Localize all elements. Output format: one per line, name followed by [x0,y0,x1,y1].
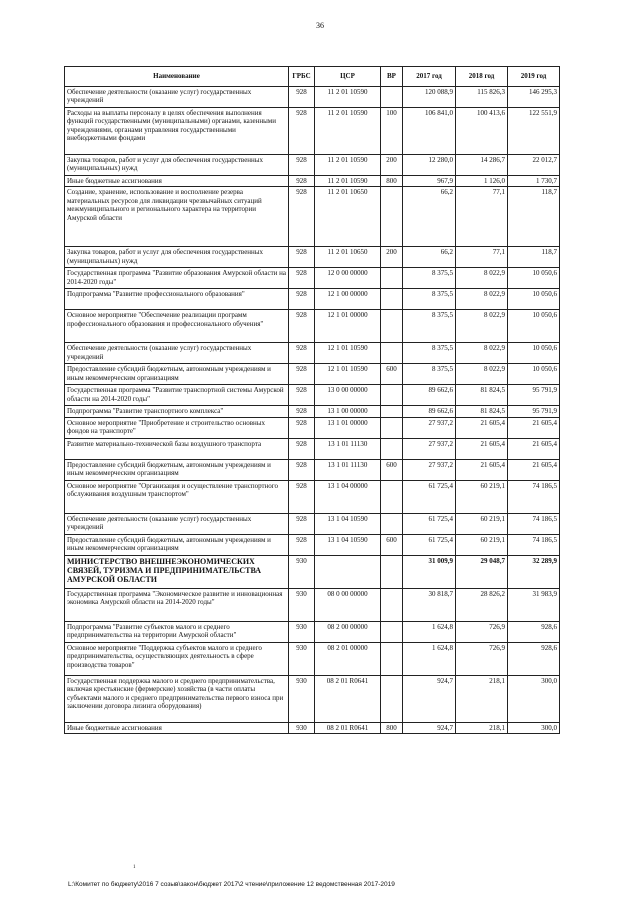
row-vr-cell [381,343,403,364]
row-2018-amount: 8 022,9 [456,343,508,364]
page-number: 36 [316,21,324,30]
table-row [65,289,560,310]
row-2018-amount: 100 413,6 [456,108,508,155]
table-header-row [65,67,560,87]
row-name-cell: МИНИСТЕРСТВО ВНЕШНЕЭКОНОМИЧЕСКИХ СВЯЗЕЙ, ТУРИЗМА И ПРЕДПРИНИМАТЕЛЬСТВА АМУРСКОЙ ОБЛАСТИ [65,555,289,588]
row-2018-amount: 21 605,4 [456,438,508,459]
table-row [65,438,560,459]
row-name-cell: Обеспечение деятельности (оказание услуг) государственных учреждений [65,343,289,364]
row-grbs-cell: 928 [289,513,315,534]
row-2019-amount: 10 050,6 [508,310,560,343]
table-row [65,87,560,108]
row-2017-amount: 89 662,6 [403,406,456,417]
row-vr-cell [381,588,403,621]
row-2017-amount: 30 818,7 [403,588,456,621]
row-csr-cell: 13 1 04 10590 [315,534,381,555]
row-name-cell: Государственная программа "Экономическое развитие и инновационная экономика Амурской области на 2014-2020 годы" [65,588,289,621]
row-2018-amount: 81 824,5 [456,406,508,417]
row-2017-amount: 66,2 [403,187,456,247]
row-2019-amount: 74 186,5 [508,513,560,534]
row-vr-cell: 600 [381,364,403,385]
row-grbs-cell: 928 [289,406,315,417]
row-2019-amount: 10 050,6 [508,268,560,289]
table-row [65,155,560,176]
row-vr-cell: 100 [381,108,403,155]
row-2018-amount: 8 022,9 [456,268,508,289]
row-grbs-cell: 928 [289,247,315,268]
row-csr-cell: 13 1 04 10590 [315,513,381,534]
table-row [65,343,560,364]
row-name-cell: Создание, хранение, использование и восполнение резерва материальных ресурсов для ликвидации чрезвычайных ситуаций межмуниципального и регионального характера на территории Амурской области [65,187,289,247]
row-grbs-cell: 928 [289,385,315,406]
row-2017-amount: 31 009,9 [403,555,456,588]
table-row [65,459,560,480]
row-2019-amount: 300,0 [508,675,560,722]
row-name-cell: Предоставление субсидий бюджетным, автономным учреждениям и иным некоммерческим организациям [65,364,289,385]
row-grbs-cell: 930 [289,722,315,733]
row-csr-cell: 08 2 00 00000 [315,621,381,642]
header-name: Наименование [65,67,289,87]
row-2019-amount: 10 050,6 [508,289,560,310]
table-row [65,513,560,534]
row-vr-cell [381,268,403,289]
row-2018-amount: 21 605,4 [456,459,508,480]
table-row [65,108,560,155]
row-csr-cell: 12 1 01 00000 [315,310,381,343]
row-grbs-cell: 928 [289,155,315,176]
table-row [65,417,560,438]
row-2018-amount: 218,1 [456,722,508,733]
row-name-cell: Обеспечение деятельности (оказание услуг) государственных учреждений [65,87,289,108]
row-csr-cell: 12 1 01 10590 [315,364,381,385]
budget-table-body [65,87,560,734]
row-2017-amount: 967,9 [403,176,456,187]
row-2018-amount: 8 022,9 [456,310,508,343]
row-grbs-cell: 928 [289,534,315,555]
row-vr-cell [381,417,403,438]
table-row [65,187,560,247]
row-2018-amount: 29 048,7 [456,555,508,588]
row-2018-amount: 8 022,9 [456,289,508,310]
row-name-cell: Государственная программа "Развитие транспортной системы Амурской области на 2014-2020 годы" [65,385,289,406]
row-csr-cell: 08 0 00 00000 [315,588,381,621]
row-2018-amount: 28 826,2 [456,588,508,621]
row-grbs-cell: 928 [289,108,315,155]
header-vr: ВР [381,67,403,87]
row-name-cell: Подпрограмма "Развитие субъектов малого и среднего предпринимательства на территории Амурской области" [65,621,289,642]
row-grbs-cell: 930 [289,588,315,621]
row-grbs-cell: 930 [289,621,315,642]
row-2018-amount: 21 605,4 [456,417,508,438]
row-grbs-cell: 928 [289,310,315,343]
row-name-cell: Предоставление субсидий бюджетным, автономным учреждениям и иным некоммерческим организациям [65,534,289,555]
table-row [65,621,560,642]
row-csr-cell: 13 1 01 11130 [315,438,381,459]
row-2019-amount: 31 983,9 [508,588,560,621]
header-2017: 2017 год [403,67,456,87]
row-2018-amount: 726,9 [456,642,508,675]
row-2017-amount: 924,7 [403,722,456,733]
row-2017-amount: 120 088,9 [403,87,456,108]
row-2018-amount: 726,9 [456,621,508,642]
row-2019-amount: 22 012,7 [508,155,560,176]
row-2017-amount: 8 375,5 [403,364,456,385]
row-name-cell: Расходы на выплаты персоналу в целях обеспечения выполнения функций государственными (муниципальными) органами, казенными учреждениями, органами управления государственными внебюджетными фондами [65,108,289,155]
row-csr-cell: 11 2 01 10590 [315,87,381,108]
row-2019-amount: 928,6 [508,621,560,642]
row-csr-cell: 13 1 04 00000 [315,480,381,513]
row-2019-amount: 118,7 [508,247,560,268]
row-csr-cell: 13 0 00 00000 [315,385,381,406]
row-grbs-cell: 928 [289,187,315,247]
row-vr-cell [381,675,403,722]
table-row [65,247,560,268]
row-name-cell: Иные бюджетные ассигнования [65,722,289,733]
row-2017-amount: 66,2 [403,247,456,268]
row-csr-cell: 11 2 01 10650 [315,187,381,247]
row-name-cell: Основное мероприятие "Организация и осуществление транспортного обслуживания воздушным транспортом" [65,480,289,513]
row-2018-amount: 60 219,1 [456,534,508,555]
header-2019: 2019 год [508,67,560,87]
row-2019-amount: 146 295,3 [508,87,560,108]
row-grbs-cell: 928 [289,480,315,513]
row-name-cell: Развитие материально-технической базы воздушного транспорта [65,438,289,459]
row-csr-cell: 13 1 00 00000 [315,406,381,417]
row-2019-amount: 10 050,6 [508,343,560,364]
row-2018-amount: 14 286,7 [456,155,508,176]
budget-table [64,66,560,734]
table-row [65,176,560,187]
row-csr-cell: 12 1 01 10590 [315,343,381,364]
row-2019-amount: 118,7 [508,187,560,247]
row-grbs-cell: 930 [289,555,315,588]
row-2019-amount: 95 791,9 [508,385,560,406]
row-2019-amount: 21 605,4 [508,459,560,480]
row-grbs-cell: 928 [289,268,315,289]
row-grbs-cell: 928 [289,364,315,385]
row-csr-cell: 11 2 01 10590 [315,155,381,176]
row-name-cell: Основное мероприятие "Обеспечение реализации программ профессионального образования и профессионального обучения" [65,310,289,343]
table-row [65,588,560,621]
row-vr-cell: 200 [381,247,403,268]
row-2019-amount: 21 605,4 [508,417,560,438]
row-2017-amount: 27 937,2 [403,438,456,459]
row-vr-cell [381,385,403,406]
row-2019-amount: 928,6 [508,642,560,675]
row-vr-cell [381,555,403,588]
row-2017-amount: 8 375,5 [403,310,456,343]
row-2018-amount: 77,1 [456,247,508,268]
row-name-cell: Государственная поддержка малого и среднего предпринимательства, включая крестьянские (фермерские) хозяйства (в части оплаты субъектами малого и среднего предпринимательства первого взноса при заключении договора лизинга оборудования) [65,675,289,722]
row-name-cell: Основное мероприятие "Поддержка субъектов малого и среднего предпринимательства, осуществляющих деятельность в сфере производства товаров" [65,642,289,675]
row-2017-amount: 924,7 [403,675,456,722]
table-row [65,310,560,343]
row-2019-amount: 21 605,4 [508,438,560,459]
row-grbs-cell: 930 [289,675,315,722]
row-csr-cell: 08 2 01 00000 [315,642,381,675]
row-vr-cell: 800 [381,722,403,733]
row-grbs-cell: 928 [289,289,315,310]
header-grbs: ГРБС [289,67,315,87]
header-2018: 2018 год [456,67,508,87]
row-2017-amount: 1 624,8 [403,642,456,675]
row-csr-cell: 12 1 00 00000 [315,289,381,310]
row-vr-cell: 200 [381,155,403,176]
row-csr-cell: 08 2 01 R0641 [315,675,381,722]
row-2017-amount: 8 375,5 [403,289,456,310]
row-csr-cell: 11 2 01 10650 [315,247,381,268]
row-2019-amount: 122 551,9 [508,108,560,155]
row-vr-cell [381,438,403,459]
row-2017-amount: 8 375,5 [403,343,456,364]
table-row [65,675,560,722]
table-row [65,534,560,555]
row-csr-cell: 11 2 01 10590 [315,108,381,155]
row-2017-amount: 27 937,2 [403,417,456,438]
row-2019-amount: 74 186,5 [508,534,560,555]
row-name-cell: Предоставление субсидий бюджетным, автономным учреждениям и иным некоммерческим организациям [65,459,289,480]
row-2018-amount: 60 219,1 [456,513,508,534]
row-grbs-cell: 928 [289,459,315,480]
row-vr-cell: 600 [381,459,403,480]
row-vr-cell [381,480,403,513]
row-name-cell: Обеспечение деятельности (оказание услуг) государственных учреждений [65,513,289,534]
row-2018-amount: 115 826,3 [456,87,508,108]
table-row [65,268,560,289]
footer-mark: 1 [133,865,136,870]
row-name-cell: Подпрограмма "Развитие профессионального образования" [65,289,289,310]
row-2017-amount: 61 725,4 [403,513,456,534]
row-csr-cell: 08 2 01 R0641 [315,722,381,733]
row-2017-amount: 8 375,5 [403,268,456,289]
row-vr-cell [381,642,403,675]
row-2017-amount: 61 725,4 [403,534,456,555]
row-grbs-cell: 928 [289,87,315,108]
table-row [65,555,560,588]
row-2019-amount: 74 186,5 [508,480,560,513]
row-grbs-cell: 930 [289,642,315,675]
row-name-cell: Закупка товаров, работ и услуг для обеспечения государственных (муниципальных) нужд [65,247,289,268]
row-grbs-cell: 928 [289,343,315,364]
table-row [65,480,560,513]
row-name-cell: Иные бюджетные ассигнования [65,176,289,187]
row-csr-cell: 12 0 00 00000 [315,268,381,289]
row-vr-cell [381,187,403,247]
row-vr-cell [381,513,403,534]
table-row [65,642,560,675]
row-csr-cell: 11 2 01 10590 [315,176,381,187]
header-csr: ЦСР [315,67,381,87]
table-row [65,364,560,385]
row-2018-amount: 60 219,1 [456,480,508,513]
row-vr-cell: 600 [381,534,403,555]
row-2017-amount: 61 725,4 [403,480,456,513]
row-2018-amount: 77,1 [456,187,508,247]
row-vr-cell [381,406,403,417]
row-name-cell: Основное мероприятие "Приобретение и строительство основных фондов на транспорте" [65,417,289,438]
table-row [65,385,560,406]
row-2019-amount: 300,0 [508,722,560,733]
row-name-cell: Государственная программа "Развитие образования Амурской области на 2014-2020 годы" [65,268,289,289]
row-csr-cell [315,555,381,588]
row-2017-amount: 12 280,0 [403,155,456,176]
row-csr-cell: 13 1 01 11130 [315,459,381,480]
row-csr-cell: 13 1 01 00000 [315,417,381,438]
row-vr-cell [381,289,403,310]
row-2019-amount: 95 791,9 [508,406,560,417]
row-2018-amount: 1 126,0 [456,176,508,187]
footer-file-path: L:\Комитет по бюджету\2016 7 созыв\закон\бюджет 2017\2 чтение\приложение 12 ведомственная 2017-2019 [68,881,395,888]
row-2017-amount: 89 662,6 [403,385,456,406]
row-2017-amount: 106 841,0 [403,108,456,155]
row-2019-amount: 10 050,6 [508,364,560,385]
row-grbs-cell: 928 [289,417,315,438]
row-vr-cell: 800 [381,176,403,187]
table-row [65,406,560,417]
row-2019-amount: 1 730,7 [508,176,560,187]
row-grbs-cell: 928 [289,176,315,187]
row-grbs-cell: 928 [289,438,315,459]
row-vr-cell [381,310,403,343]
row-2018-amount: 81 824,5 [456,385,508,406]
row-2017-amount: 27 937,2 [403,459,456,480]
row-2017-amount: 1 624,8 [403,621,456,642]
row-name-cell: Подпрограмма "Развитие транспортного комплекса" [65,406,289,417]
row-2019-amount: 32 289,9 [508,555,560,588]
row-2018-amount: 8 022,9 [456,364,508,385]
table-row [65,722,560,733]
row-name-cell: Закупка товаров, работ и услуг для обеспечения государственных (муниципальных) нужд [65,155,289,176]
row-vr-cell [381,621,403,642]
row-vr-cell [381,87,403,108]
row-2018-amount: 218,1 [456,675,508,722]
